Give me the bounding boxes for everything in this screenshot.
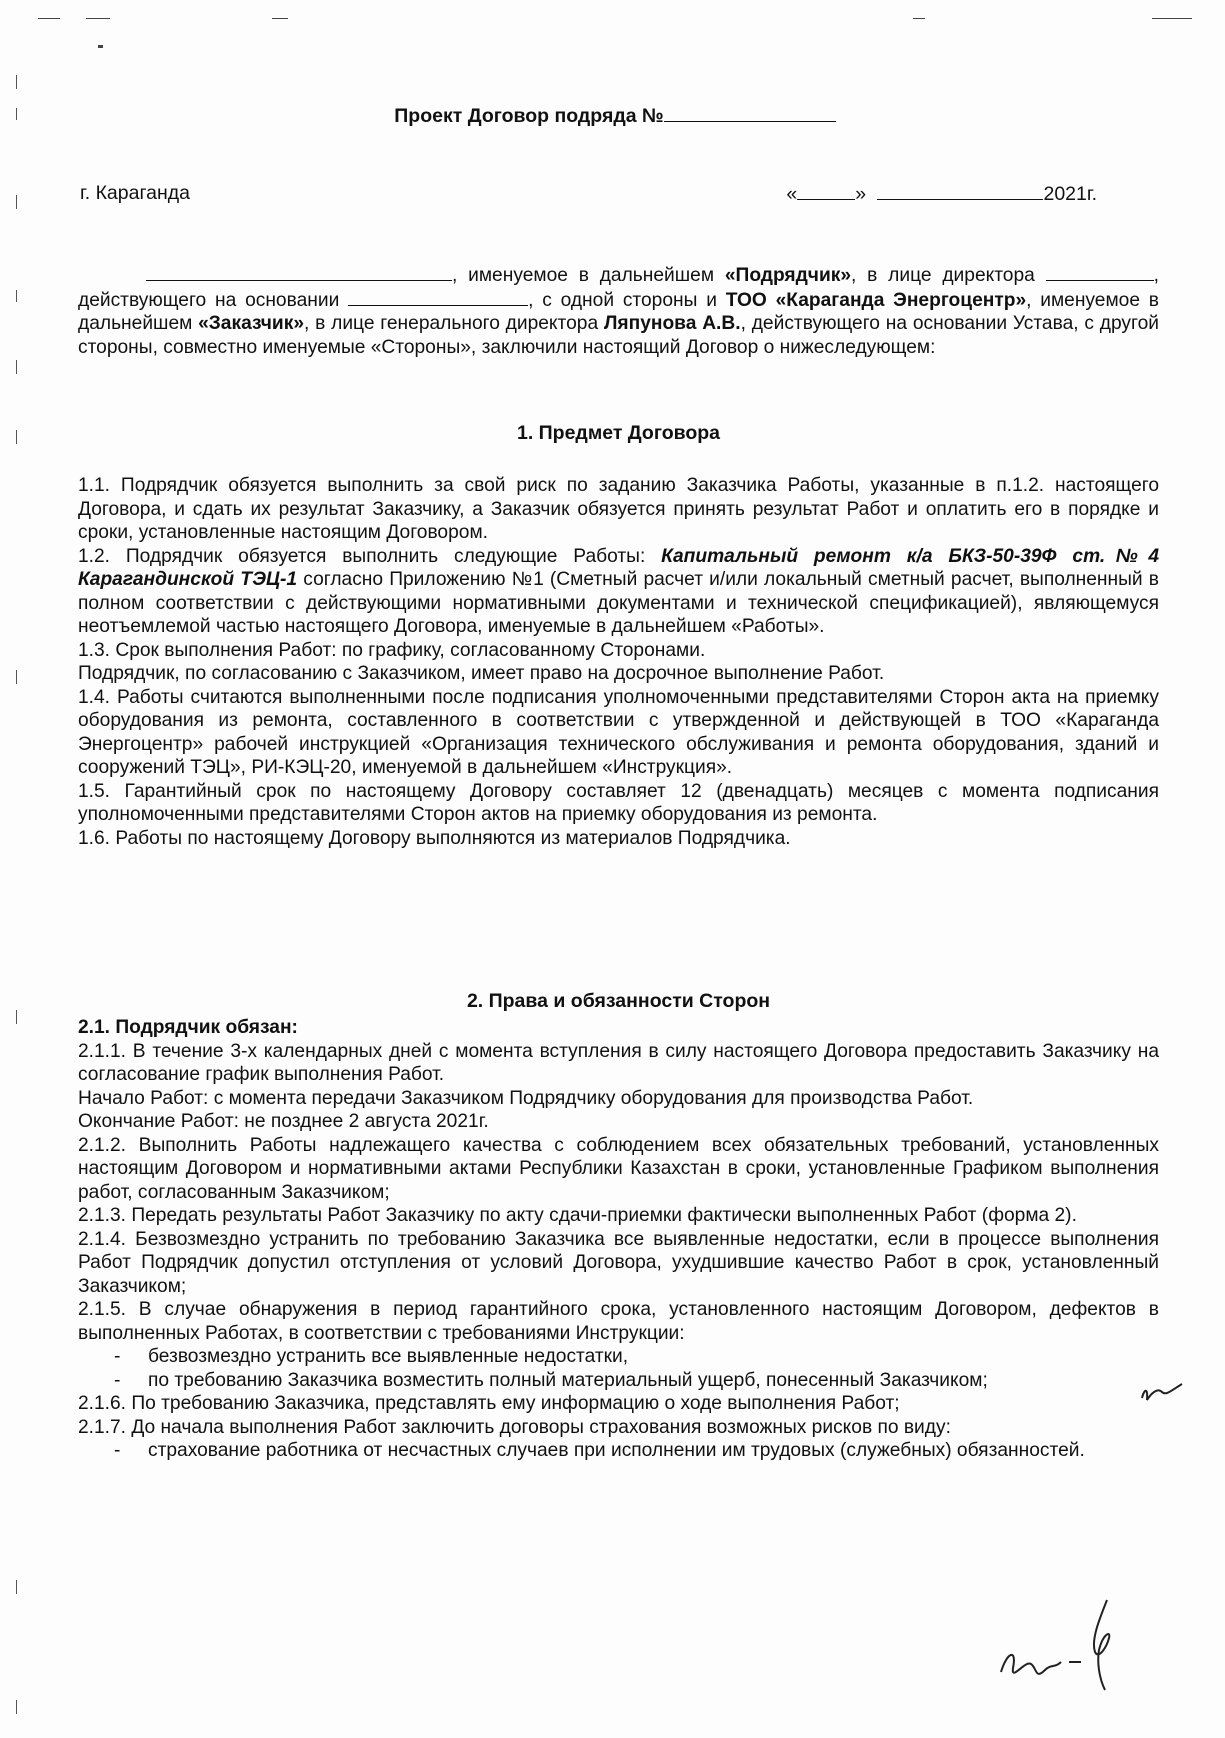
section-1-body bbox=[78, 474, 1159, 850]
clause-2-1-4: 2.1.4. Безвозмездно устранить по требованию Заказчика все выявленные недостатки, если в процессе выполнения Работ Подрядчик допустил отступления от условий Договора, ухудшившие качество Работ в срок, установленный Заказчиком; bbox=[78, 1228, 1159, 1297]
clause-2-1-7: 2.1.7. До начала выполнения Работ заключить договоры страхования возможных рисков по виду: bbox=[78, 1416, 951, 1438]
scan-mark bbox=[272, 18, 288, 19]
contractor-name-blank bbox=[146, 263, 452, 281]
clause-1-3: 1.3. Срок выполнения Работ: по графику, согласованному Сторонами. bbox=[78, 639, 706, 661]
clause-2-1-2: 2.1.2. Выполнить Работы надлежащего качества с соблюдением всех обязательных требований, установленных настоящим Договором и нормативными актами Республики Казахстан в сроки, установленные Графиком выполнения работ, согласованным Заказчиком; bbox=[78, 1134, 1159, 1203]
scan-mark bbox=[16, 108, 17, 120]
clause-2-1-5: 2.1.5. В случае обнаружения в период гарантийного срока, установленного настоящим Договором, дефектов в выполненных Работах, в соответствии с требованиями Инструкции: bbox=[78, 1299, 1159, 1344]
scan-mark bbox=[16, 1010, 17, 1024]
contract-number-blank bbox=[664, 104, 836, 122]
date-month-blank bbox=[877, 182, 1043, 200]
scan-mark bbox=[86, 18, 110, 19]
scan-mark bbox=[16, 670, 17, 684]
work-start: Начало Работ: с момента передачи Заказчиком Подрядчику оборудования для производства Работ. bbox=[78, 1087, 974, 1109]
document-city: г. Караганда bbox=[80, 182, 190, 204]
scan-mark bbox=[913, 18, 925, 19]
document-date: « » 2021г. bbox=[786, 183, 1097, 205]
document-title: Проект Договор подряда № bbox=[80, 104, 1150, 128]
list-item: - безвозмездно устранить все выявленные недостатки, bbox=[114, 1346, 629, 1367]
clause-2-1-1: 2.1.1. В течение 3-х календарных дней с момента вступления в силу настоящего Договора предоставить Заказчику на согласование график выполнения Работ. bbox=[78, 1040, 1159, 1085]
clause-1-5: 1.5. Гарантийный срок по настоящему Договору составляет 12 (двенадцать) месяцев с момента подписания уполномоченными представителями Сторон актов на приемку оборудования из ремонта. bbox=[78, 780, 1159, 825]
scan-mark bbox=[16, 195, 17, 209]
preamble: , именуемое в дальнейшем «Подрядчик», в лице директора , действующего на основании , с одной стороны и ТОО «Караганда Энергоцентр», именуемое в дальнейшем «Заказчик», в лице генерального директора Ляпунова А.В., действующего на основании Устава, с другой стороны, совместно именуемые «Стороны», заключили настоящий Договор о нижеследующем: bbox=[78, 265, 1160, 358]
scan-mark bbox=[98, 45, 103, 48]
list-item: - страхование работника от несчастных случаев при исполнении им трудовых (служебных) обязанностей. bbox=[114, 1440, 1085, 1461]
signature-image bbox=[995, 1590, 1135, 1700]
clause-2-1-heading: 2.1. Подрядчик обязан: bbox=[78, 1017, 298, 1038]
basis-blank bbox=[348, 288, 528, 306]
scan-mark bbox=[38, 18, 60, 19]
clause-1-3-note: Подрядчик, по согласованию с Заказчиком, имеет право на досрочное выполнение Работ. bbox=[78, 663, 885, 684]
scan-mark bbox=[16, 360, 17, 374]
director-name-blank bbox=[1046, 263, 1154, 281]
clause-1-2: 1.2. Подрядчик обязуется выполнить следующие Работы: Капитальный ремонт к/а БКЗ-50-39Ф ст.№4 Карагандинской ТЭЦ-1 согласно Приложению №1 (Сметный расчет и/или локальный сметный расчет, выполненный в полном соответствии с действующими нормативными документами и технической спецификацией), являющемуся неотъемлемой частью настоящего Договора, именуемые в дальнейшем «Работы». bbox=[78, 545, 1160, 637]
scan-mark bbox=[16, 1700, 17, 1714]
clause-2-1-6: 2.1.6. По требованию Заказчика, представлять ему информацию о ходе выполнения Работ; bbox=[78, 1393, 900, 1414]
initials-mark bbox=[1138, 1378, 1190, 1408]
scan-mark bbox=[16, 430, 17, 444]
section-2-body bbox=[78, 1016, 1159, 1463]
date-day-blank bbox=[797, 182, 855, 200]
scan-mark bbox=[16, 290, 17, 302]
section-2-title: 2. Права и обязанности Сторон bbox=[466, 990, 771, 1012]
scan-mark bbox=[16, 1580, 17, 1594]
section-1-title: 1. Предмет Договора bbox=[516, 422, 721, 444]
clause-1-6: 1.6. Работы по настоящему Договору выполняются из материалов Подрядчика. bbox=[78, 827, 791, 849]
clause-2-1-3: 2.1.3. Передать результаты Работ Заказчику по акту сдачи-приемки фактически выполненных Работ (форма 2). bbox=[78, 1205, 1077, 1226]
scan-mark bbox=[16, 75, 17, 89]
scan-mark bbox=[1152, 18, 1192, 19]
list-item: - по требованию Заказчика возместить полный материальный ущерб, понесенный Заказчиком; bbox=[114, 1369, 988, 1391]
clause-1-4: 1.4. Работы считаются выполненными после подписания уполномоченными представителями Сторон акта на приемку оборудования из ремонта, составленного в соответствии с утвержденной и действующей в ТОО «Караганда Энергоцентр» рабочей инструкцией «Организация технического обслуживания и ремонта оборудования, зданий и сооружений ТЭЦ», РИ-КЭЦ-20, именуемой в дальнейшем «Инструкция». bbox=[78, 686, 1159, 778]
work-end: Окончание Работ: не позднее 2 августа 2021г. bbox=[78, 1111, 489, 1132]
clause-1-1: 1.1. Подрядчик обязуется выполнить за свой риск по заданию Заказчика Работы, указанные в п.1.2. настоящего Договора, и сдать их результат Заказчику, а Заказчик обязуется принять результат Работ и оплатить его в порядке и сроки, установленные настоящим Договором. bbox=[78, 475, 1159, 543]
